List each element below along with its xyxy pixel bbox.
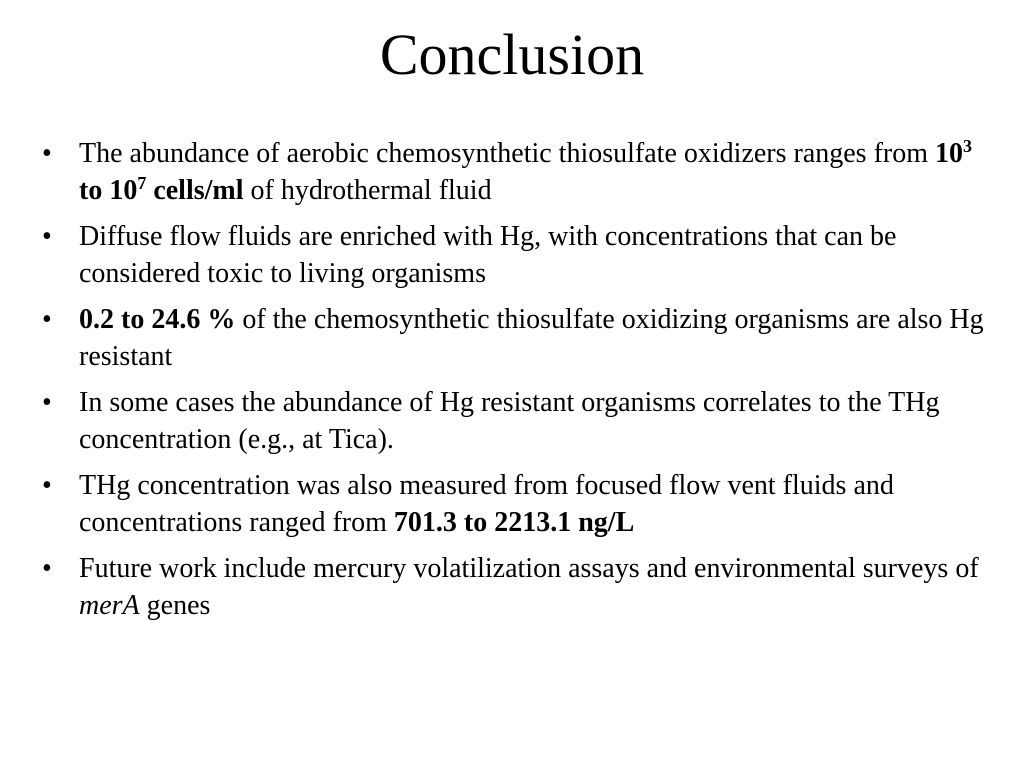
bullet-marker: • xyxy=(42,387,52,418)
bullet-text: Future work include mercury volatilization assays and environmental surveys of xyxy=(79,553,979,584)
superscript-exponent: 7 xyxy=(137,173,147,193)
bullet-marker: • xyxy=(42,138,52,169)
bullet-diffuse-flow xyxy=(40,218,1000,292)
bullet-list xyxy=(40,135,1000,633)
bullet-marker: • xyxy=(42,304,52,335)
bullet-text: In some cases the abundance of Hg resistant organisms correlates to the THg concentration (e.g., at Tica). xyxy=(79,387,940,455)
bullet-hg-resistant-percent xyxy=(40,301,1000,375)
bullet-thg-concentration xyxy=(40,467,1000,541)
bullet-text: THg concentration was also measured from focused flow vent fluids and concentrations ranged from xyxy=(79,470,894,538)
bold-value: to 10 xyxy=(79,175,138,206)
bullet-marker: • xyxy=(42,470,52,501)
bold-unit: cells/ml xyxy=(146,175,244,206)
bullet-text: The abundance of aerobic chemosynthetic thiosulfate oxidizers ranges from xyxy=(79,138,936,169)
bullet-correlation xyxy=(40,384,1000,458)
bullet-marker: • xyxy=(42,553,52,584)
bullet-text: of hydrothermal fluid xyxy=(243,175,492,206)
bullet-future-work xyxy=(40,550,1000,624)
bullet-text: of the chemosynthetic thiosulfate oxidizing organisms are also Hg resistant xyxy=(79,304,984,372)
slide-title: Conclusion xyxy=(379,22,645,87)
bullet-text: Diffuse flow fluids are enriched with Hg, with concentrations that can be considered toxic to living organisms xyxy=(79,221,897,289)
bold-value: 10 xyxy=(935,138,964,169)
bold-value: 701.3 to 2213.1 ng/L xyxy=(393,507,635,538)
bold-value: 0.2 to 24.6 % xyxy=(79,304,236,335)
bullet-marker: • xyxy=(42,221,52,252)
superscript-exponent: 3 xyxy=(963,136,973,156)
bullet-text: genes xyxy=(139,590,211,621)
italic-gene-name: merA xyxy=(79,590,140,621)
bullet-abundance xyxy=(40,135,1000,209)
